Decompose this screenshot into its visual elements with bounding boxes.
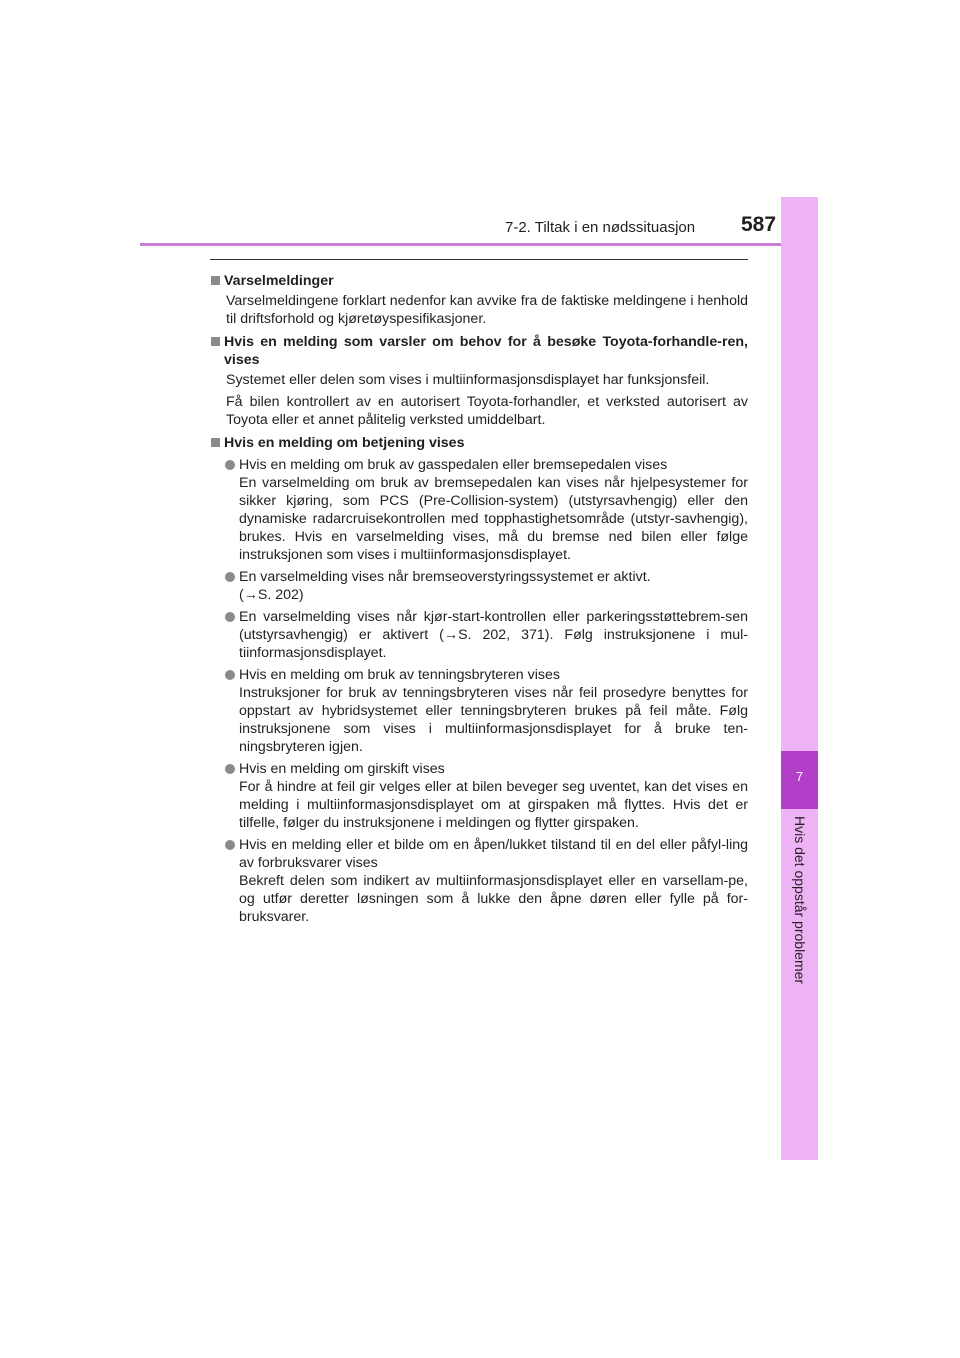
paragraph: Systemet eller delen som vises i multiinformasjonsdisplayet har funksjonsfeil. [226, 372, 710, 388]
heading-toyota-dealer: Hvis en melding som varsler om behov for å besøke Toyota-forhandle-ren, vises [210, 333, 748, 369]
list-item [210, 760, 748, 832]
list-item-text: En varselmelding vises når kjør-start-kontrollen eller parkeringsstøttebrem-sen (utstyrsavhengig) er aktivert (→S. 202, 371). Følg instruksjonene i mul-tiinformasjonsdisplayet. [239, 609, 748, 661]
list-item [210, 666, 748, 756]
section-title: 7-2. Tiltak i en nødssituasjon [505, 219, 696, 236]
list-item-title: Hvis en melding om bruk av tenningsbryteren vises [239, 667, 560, 683]
header-rule [140, 243, 818, 246]
list-item-text: En varselmelding om bruk av bremsepedalen kan vises når hjelpesystemer for sikker kjøring, som PCS (Pre-Collision-system) (utstyrsavhengig) eller den dynamiske radarcruisekontrollen med topphastighetsområde (utstyr-savhengig), brukes. Hvis en varselmelding vises, må du bremse ned bilen eller følge instruksjonen som vises i multiinformasjonsdisplayet. [239, 475, 748, 563]
chapter-title: Hvis det oppstår problemer [792, 816, 808, 985]
heading-varselmeldinger: Varselmeldinger [210, 272, 748, 290]
list-item-text: En varselmelding vises når bremseoverstyringssystemet er aktivt. [239, 569, 651, 585]
list-item-title: Hvis en melding eller et bilde om en åpen/lukket tilstand til en del eller påfyl-ling av forbruksvarer vises [239, 837, 748, 871]
list-item-text: Bekreft delen som indikert av multiinformasjonsdisplayet eller en varsellam-pe, og utfør deretter løsningen som å lukke den åpne døren eller fylle på for-bruksvarer. [239, 873, 748, 925]
paragraph: Få bilen kontrollert av en autorisert Toyota-forhandler, et verksted autorisert av Toyota eller et annet pålitelig verksted umiddelbart. [226, 394, 748, 428]
list-item-text: For å hindre at feil gir velges eller at bilen beveger seg uventet, kan det vises en melding i multiinformasjonsdisplayet om at girspaken må flyttes. Hvis det er tilfelle, følger du instruksjonene i meldingen og flytter girspaken. [239, 779, 748, 831]
paragraph: Varselmeldingene forklart nedenfor kan avvike fra de faktiske meldingene i henhold til driftsforhold og kjøretøyspesifikasjoner. [226, 293, 748, 327]
chapter-side-tab [781, 197, 818, 1160]
list-item-title: Hvis en melding om girskift vises [239, 761, 445, 777]
list-item-title: Hvis en melding om bruk av gasspedalen eller bremsepedalen vises [239, 457, 668, 473]
heading-operation-message: Hvis en melding om betjening vises [210, 434, 748, 452]
list-item-text: Instruksjoner for bruk av tenningsbryteren vises når feil prosedyre benyttes for oppstart av hybridsystemet eller tenningsbryteren brukes på feil måte. Følg instruksjonene som vises i multiinformasjonsdisplayet for å bruke ten-ningsbryteren igjen. [239, 685, 748, 755]
content-top-rule [210, 259, 748, 260]
chapter-number: 7 [795, 769, 804, 784]
page-number: 587 [741, 213, 777, 236]
page-content [210, 267, 748, 926]
list-item [210, 836, 748, 926]
page-reference: (→S. 202) [239, 587, 304, 603]
list-item [210, 568, 748, 604]
list-item [210, 456, 748, 564]
list-item [210, 608, 748, 662]
